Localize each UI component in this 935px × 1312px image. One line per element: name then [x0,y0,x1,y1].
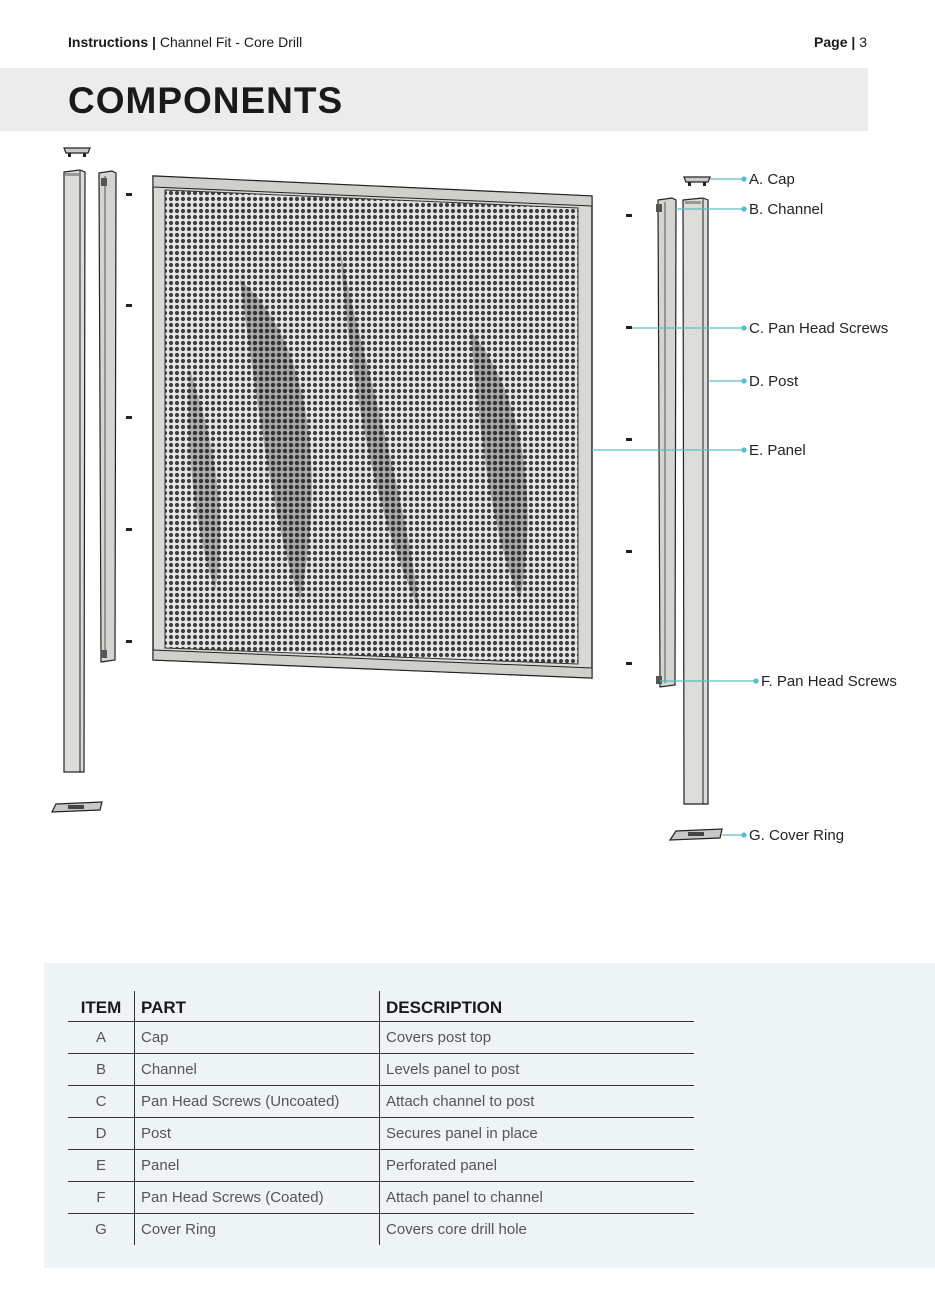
callout-pan-head-screws-c: C. Pan Head Screws [749,320,889,337]
right-channel-icon [656,198,676,687]
cell-part: Panel [135,1150,380,1182]
cell-item: A [68,1022,135,1054]
callout-cover-ring: G. Cover Ring [749,827,845,844]
cell-item: C [68,1086,135,1118]
cell-description: Covers core drill hole [380,1214,695,1246]
right-post-icon [683,198,708,804]
cell-description: Covers post top [386,1029,492,1046]
table-row [68,1054,694,1086]
header-doc-name: Channel Fit - Core Drill [155,34,303,50]
parts-table [68,991,694,1245]
callout-cap: A. Cap [749,171,795,188]
cell-item: B [68,1054,135,1086]
left-channel-icon [99,171,116,662]
cell-part: Cover Ring [135,1214,380,1246]
table-row [68,1150,694,1182]
callout-panel: E. Panel [749,442,806,459]
cell-part: Pan Head Screws (Coated) [135,1182,380,1214]
cell-description: Attach panel to channel [380,1182,695,1214]
header-description: DESCRIPTION [380,991,695,1022]
header-item: ITEM [68,991,135,1022]
table-row [68,1118,694,1150]
callout-pan-head-screws-f: F. Pan Head Screws [761,673,897,690]
callout-post: D. Post [749,373,799,390]
right-cover-ring-icon [670,829,722,840]
cell-part: Pan Head Screws (Uncoated) [135,1086,380,1118]
table-header-row [68,991,694,1022]
left-cap-icon [64,148,90,157]
cell-part: Channel [135,1054,380,1086]
parts-table-band [44,963,935,1268]
page-number: 3 [855,34,867,50]
page-label: Page | [814,34,856,50]
right-cap-icon [684,177,710,186]
cell-description: Perforated panel [380,1150,695,1182]
cell-part: Cap [135,1022,380,1054]
header-part: PART [135,991,380,1022]
left-cover-ring-icon [52,802,102,812]
cell-description: Secures panel in place [380,1118,695,1150]
cell-item: E [68,1150,135,1182]
cell-item: D [68,1118,135,1150]
cell-description: Levels panel to post [380,1054,695,1086]
title-band [0,68,868,131]
left-screws-icon [126,193,132,643]
components-diagram [0,130,935,870]
table-row [68,1086,694,1118]
header-document-title [68,34,302,50]
cell-item: F [68,1182,135,1214]
right-screws-icon [626,214,632,665]
cell-description: Attach channel to post [380,1086,695,1118]
left-post-icon [64,170,85,772]
header-page-number [814,34,867,50]
cell-part: Post [135,1118,380,1150]
table-row [68,1022,694,1054]
callout-channel: B. Channel [749,201,824,218]
table-row [68,1214,694,1246]
page-header [68,34,867,54]
header-label: Instructions | [68,34,156,50]
perforated-panel-icon [153,176,592,678]
cell-item: G [68,1214,135,1246]
table-row [68,1182,694,1214]
page-title: COMPONENTS [68,80,344,121]
